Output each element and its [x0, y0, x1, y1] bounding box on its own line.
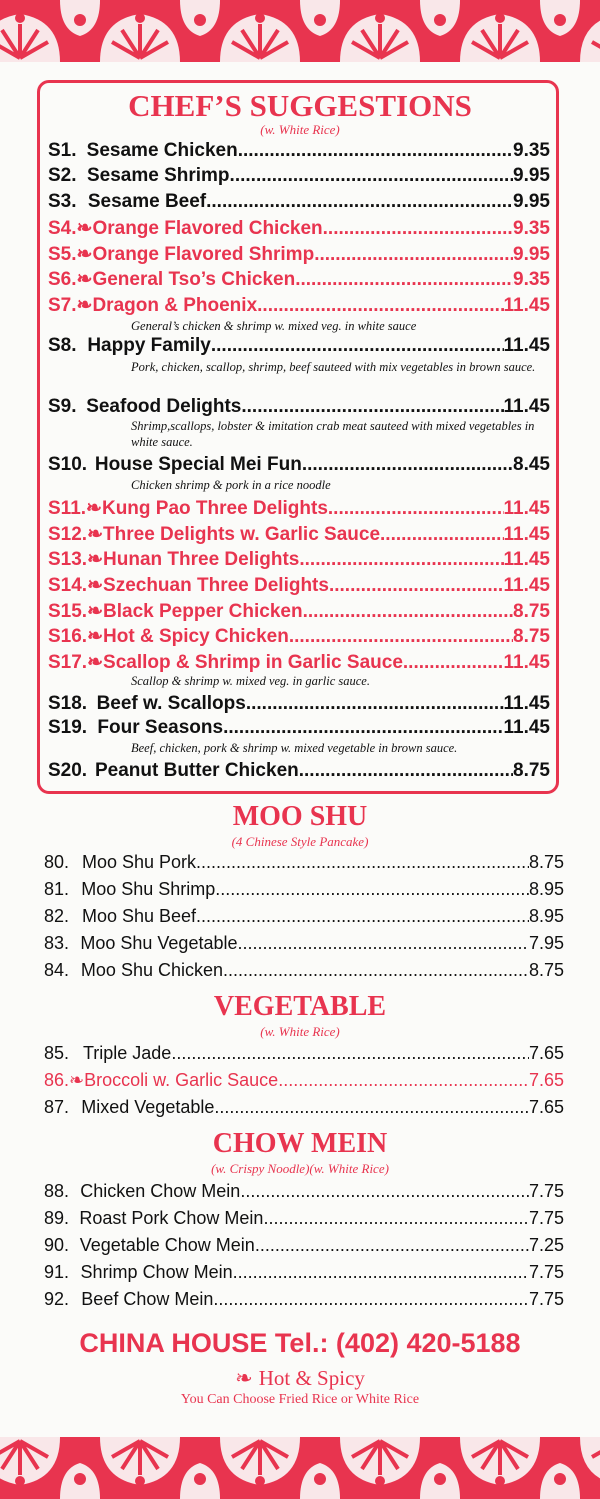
item-number: 81. [44, 879, 70, 899]
item-price: 8.95 [528, 906, 564, 926]
item-number: S9. [48, 396, 77, 417]
item-name: Seafood Delights [86, 396, 242, 417]
item-name: Dragon & Phoenix [92, 295, 258, 316]
rice-choice-note: You Can Choose Fried Rice or White Rice [180, 1392, 420, 1407]
item-name: Three Delights w. Garlic Sauce [103, 524, 381, 545]
menu-item-row [48, 574, 550, 597]
item-number: S17. [48, 652, 88, 673]
menu-item-row [48, 548, 550, 571]
dot-leader [380, 524, 503, 546]
menu-item-row [44, 852, 564, 873]
item-number: 91. [44, 1262, 70, 1282]
moo-shu-subtitle: (4 Chinese Style Pancake) [231, 834, 369, 849]
dot-leader [403, 652, 504, 674]
decorative-border-top [0, 0, 600, 62]
menu-item-row [48, 717, 550, 739]
dot-leader [213, 1289, 529, 1310]
dot-leader [230, 165, 513, 187]
item-number: S10. [48, 454, 88, 475]
item-price: 8.75 [513, 601, 550, 622]
vegetable-title: VEGETABLE [213, 991, 387, 1022]
chili-pepper-icon: ❧ [87, 575, 104, 596]
item-name: Sesame Chicken [86, 140, 238, 161]
item-number: S2. [48, 165, 77, 186]
dot-leader [295, 269, 513, 291]
item-number: 87. [44, 1097, 70, 1117]
dot-leader [263, 1208, 529, 1229]
item-name: Orange Flavored Chicken [92, 218, 323, 239]
vegetable-subtitle: (w. White Rice) [260, 1024, 340, 1039]
chef-suggestions-title: CHEF’S SUGGESTIONS [128, 88, 472, 123]
dot-leader [237, 933, 528, 954]
item-name: Orange Flavored Shrimp [92, 244, 315, 265]
menu-item-row [44, 933, 564, 954]
item-price: 7.95 [528, 933, 564, 953]
chili-pepper-icon: ❧ [87, 626, 104, 647]
item-number: 80. [44, 852, 70, 872]
item-number: S4. [48, 218, 77, 239]
item-name: House Special Mei Fun [94, 454, 302, 475]
chili-pepper-icon: ❧ [86, 498, 102, 519]
item-description: Pork, chicken, scallop, shrimp, beef sauteed with mix vegetables in brown sauce. [131, 360, 536, 374]
item-price: 9.95 [513, 191, 550, 212]
item-number: 92. [44, 1289, 70, 1309]
item-price: 9.35 [513, 218, 550, 239]
restaurant-phone: CHINA HOUSE Tel.: (402) 420-5188 [79, 1328, 521, 1358]
item-name: Roast Pork Chow Mein [79, 1208, 264, 1228]
item-price: 11.45 [503, 295, 550, 316]
dot-leader [328, 498, 504, 520]
menu-item-row [44, 1289, 564, 1310]
dot-leader [215, 879, 529, 900]
menu-item-row [48, 454, 550, 476]
dot-leader [223, 717, 503, 739]
item-name: Vegetable Chow Mein [79, 1235, 255, 1255]
item-name: Moo Shu Beef [81, 906, 197, 926]
item-number: S14. [48, 575, 88, 596]
item-price: 7.65 [528, 1097, 564, 1117]
item-price: 11.45 [503, 652, 550, 673]
menu-item-row [44, 1208, 564, 1229]
dot-leader [303, 601, 513, 623]
item-price: 11.45 [503, 693, 550, 714]
menu-item-row [48, 268, 550, 291]
item-price: 9.95 [513, 244, 550, 265]
menu-item-row [48, 217, 550, 240]
item-number: 89. [44, 1208, 70, 1228]
item-number: S8. [48, 335, 77, 356]
dot-leader [206, 191, 513, 213]
chili-pepper-icon: ❧ [235, 1366, 253, 1390]
item-price: 8.75 [528, 960, 564, 980]
item-price: 9.35 [513, 269, 550, 290]
item-price: 8.45 [513, 454, 550, 475]
moo-shu-title: MOO SHU [232, 801, 368, 832]
chili-pepper-icon: ❧ [87, 652, 104, 673]
dot-leader [302, 454, 513, 476]
item-price: 9.35 [513, 140, 550, 161]
item-name: Chicken Chow Mein [80, 1181, 241, 1201]
item-name: General Tso’s Chicken [92, 269, 296, 290]
hot-spicy-legend [0, 1366, 600, 1391]
item-price: 11.45 [503, 396, 550, 417]
chili-pepper-icon: ❧ [87, 524, 104, 545]
item-name: Triple Jade [82, 1043, 172, 1063]
dot-leader [246, 693, 504, 715]
item-description: Beef, chicken, pork & shrimp w. mixed vegetable in brown sauce. [131, 741, 458, 755]
item-number: 88. [44, 1181, 70, 1201]
item-price: 7.75 [528, 1289, 564, 1309]
item-description: Shrimp,scallops, lobster & imitation crab meat sauteed with mixed vegetables in white sauce. [131, 419, 535, 449]
item-price: 7.75 [528, 1181, 564, 1201]
item-name: Sesame Beef [87, 191, 207, 212]
item-price: 8.75 [528, 852, 564, 872]
item-number: S19. [48, 717, 88, 738]
item-description: Chicken shrimp & pork in a rice noodle [131, 478, 331, 492]
chili-pepper-icon: ❧ [87, 601, 104, 622]
item-price: 8.75 [513, 760, 550, 781]
item-price: 11.45 [503, 549, 550, 570]
menu-item-row [48, 191, 550, 213]
chef-suggestions-subtitle: (w. White Rice) [260, 122, 340, 137]
menu-item-row [48, 693, 550, 715]
menu-item-row [48, 523, 550, 546]
dot-leader [299, 549, 503, 571]
dot-leader [255, 1235, 529, 1256]
item-price: 8.75 [513, 626, 550, 647]
hot-spicy-legend-text: Hot & Spicy [258, 1366, 365, 1390]
item-number: 90. [44, 1235, 70, 1255]
chili-pepper-icon: ❧ [76, 269, 93, 290]
item-name: Beef Chow Mein [81, 1289, 214, 1309]
menu-item-row [48, 243, 550, 266]
item-name: Peanut Butter Chicken [94, 760, 299, 781]
item-number: S16. [48, 626, 88, 647]
item-name: Szechuan Three Delights [103, 575, 329, 596]
menu-item-row [48, 651, 550, 674]
item-price: 8.95 [528, 879, 564, 899]
item-price: 11.45 [503, 575, 550, 596]
menu-item-row [44, 960, 564, 981]
item-number: S18. [48, 693, 88, 714]
dot-leader [257, 295, 503, 317]
menu-item-row [44, 1235, 564, 1256]
decorative-border-bottom [0, 1437, 600, 1499]
item-name: Mixed Vegetable [81, 1097, 215, 1117]
item-price: 7.75 [528, 1262, 564, 1282]
menu-item-row [48, 625, 550, 648]
menu-item-row [44, 1043, 564, 1064]
item-price: 7.65 [528, 1070, 564, 1090]
item-name: Black Pepper Chicken [103, 601, 303, 622]
menu-item-row [44, 879, 564, 900]
menu-item-row [48, 140, 550, 162]
dot-leader [329, 575, 504, 597]
dot-leader [278, 1070, 529, 1091]
item-price: 7.65 [528, 1043, 564, 1063]
item-name: Kung Pao Three Delights [101, 498, 328, 519]
item-number: 82. [44, 906, 70, 926]
item-number: S15. [48, 601, 88, 622]
item-number: S5. [48, 244, 77, 265]
dot-leader [211, 335, 504, 357]
menu-item-row [48, 497, 550, 520]
dot-leader [214, 1097, 529, 1118]
chili-pepper-icon: ❧ [69, 1070, 85, 1090]
item-description: General’s chicken & shrimp w. mixed veg. in white sauce [131, 319, 417, 333]
item-number: S6. [48, 269, 77, 290]
chow-mein-title: CHOW MEIN [212, 1128, 388, 1159]
menu-item-row [48, 760, 550, 782]
menu-item-row [48, 396, 550, 418]
dot-leader [171, 1043, 529, 1064]
dot-leader [196, 852, 529, 873]
menu-item-row [44, 1262, 564, 1283]
item-name: Moo Shu Pork [81, 852, 197, 872]
item-price: 11.45 [503, 498, 550, 519]
item-number: S7. [48, 295, 77, 316]
item-price: 7.75 [528, 1208, 564, 1228]
item-number: S1. [48, 140, 77, 161]
item-name: Moo Shu Vegetable [80, 933, 238, 953]
menu-item-row [44, 1097, 564, 1118]
dot-leader [323, 218, 513, 240]
chili-pepper-icon: ❧ [87, 549, 104, 570]
menu-item-row [48, 165, 550, 187]
item-price: 11.45 [503, 717, 550, 738]
item-name: Moo Shu Shrimp [81, 879, 216, 899]
item-number: 83. [44, 933, 70, 953]
item-number: S20. [48, 760, 88, 781]
item-name: Four Seasons [97, 717, 224, 738]
item-price: 9.95 [513, 165, 550, 186]
dot-leader [238, 140, 513, 162]
chili-pepper-icon: ❧ [76, 295, 93, 316]
menu-item-row [48, 335, 550, 357]
item-name: Broccoli w. Garlic Sauce [84, 1070, 279, 1090]
dot-leader [223, 960, 529, 981]
dot-leader [240, 1181, 529, 1202]
item-number: S11. [48, 498, 87, 519]
chili-pepper-icon: ❧ [76, 244, 93, 265]
item-name: Moo Shu Chicken [80, 960, 223, 980]
chow-mein-subtitle: (w. Crispy Noodle)(w. White Rice) [211, 1161, 389, 1176]
item-name: Beef w. Scallops [96, 693, 246, 714]
item-number: S3. [48, 191, 77, 212]
menu-item-row [44, 1070, 564, 1091]
item-price: 11.45 [503, 335, 550, 356]
dot-leader [299, 760, 513, 782]
menu-item-row [44, 1181, 564, 1202]
item-number: 86. [44, 1070, 70, 1090]
item-price: 11.45 [503, 524, 550, 545]
chili-pepper-icon: ❧ [76, 218, 93, 239]
item-name: Shrimp Chow Mein [80, 1262, 233, 1282]
item-description: Scallop & shrimp w. mixed veg. in garlic sauce. [131, 674, 370, 688]
item-name: Hot & Spicy Chicken [103, 626, 289, 647]
dot-leader [196, 906, 529, 927]
item-name: Scallop & Shrimp in Garlic Sauce [103, 652, 403, 673]
dot-leader [233, 1262, 529, 1283]
item-number: 85. [44, 1043, 70, 1063]
item-name: Sesame Shrimp [86, 165, 230, 186]
item-number: 84. [44, 960, 70, 980]
item-name: Happy Family [87, 335, 211, 356]
item-price: 7.25 [528, 1235, 564, 1255]
item-number: S13. [48, 549, 88, 570]
dot-leader [241, 396, 503, 418]
item-number: S12. [48, 524, 88, 545]
dot-leader [289, 626, 513, 648]
item-name: Hunan Three Delights [103, 549, 300, 570]
menu-item-row [48, 294, 550, 317]
menu-item-row [44, 906, 564, 927]
menu-item-row [48, 600, 550, 623]
dot-leader [314, 244, 513, 266]
